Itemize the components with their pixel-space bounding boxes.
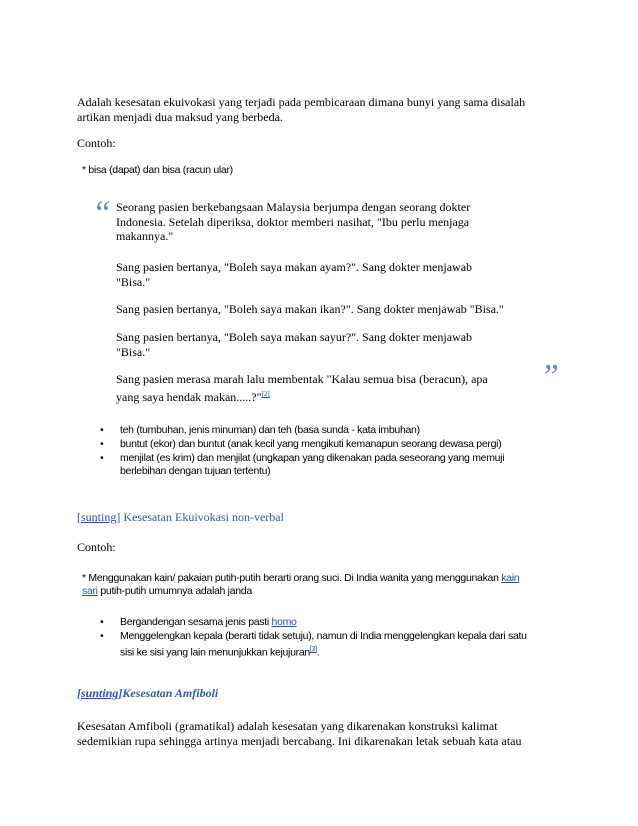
contoh-label: Contoh: — [77, 540, 116, 554]
example-line — [82, 585, 572, 598]
list-item — [100, 616, 570, 629]
example-line: * bisa (dapat) dan bisa (racun ular) — [82, 164, 233, 176]
list-item-text: berlebihan dengan tujuan tertentu) — [120, 465, 271, 477]
bullet-icon: • — [100, 424, 104, 436]
quote-line: Sang pasien bertanya, "Boleh saya makan ikan?". Sang dokter menjawab "Bisa." — [116, 302, 504, 316]
section-title: Kesesatan Amfiboli — [122, 686, 219, 700]
quote-line: Indonesia. Setelah diperiksa, doktor memberi nasihat, "Ibu perlu menjaga — [116, 214, 470, 229]
quote-line: Sang pasien bertanya, "Boleh saya makan ayam?". Sang dokter menjawab — [116, 260, 473, 274]
example-line — [82, 572, 572, 585]
reference-link[interactable]: [2] — [261, 389, 270, 398]
quote-paragraph — [116, 302, 536, 317]
list-item — [100, 424, 570, 437]
quote-paragraph — [116, 260, 536, 289]
list-item-text: teh (tumbuhan, jenis minuman) dan teh (basa sunda - kata imbuhan) — [120, 424, 420, 436]
quote-line: makannya." — [116, 229, 174, 243]
sari-link[interactable]: sari — [82, 585, 98, 597]
bullet-icon: • — [100, 630, 104, 642]
bullet-list — [100, 616, 570, 660]
intro-line: Adalah kesesatan ekuivokasi yang terjadi pada pembicaraan dimana bunyi yang sama disalah — [77, 95, 526, 109]
intro-line: artikan menjadi dua maksud yang berbeda. — [77, 109, 283, 124]
bullet-list — [100, 424, 570, 478]
quote-line-text: yang saya hendak makan.....?" — [116, 389, 262, 404]
intro-paragraph — [77, 95, 567, 124]
contoh-label: Contoh: — [77, 136, 116, 150]
quote-paragraph — [116, 372, 536, 404]
quote-line: Sang pasien bertanya, "Boleh saya makan sayur?". Sang dokter menjawab — [116, 330, 473, 344]
list-item-text — [120, 616, 570, 629]
list-item-text: Menggelengkan kepala (berarti tidak setuju), namun di India menggelengkan kepala dari satu — [120, 630, 527, 642]
quote-line — [116, 387, 536, 405]
quote-line: "Bisa." — [116, 274, 151, 289]
homo-link[interactable]: homo — [271, 616, 297, 628]
list-item-text: menjilat (es krim) dan menjilat (ungkapan yang dikenakan pada seseorang yang memuji — [120, 452, 505, 464]
blockquote — [116, 200, 536, 244]
edit-link[interactable]: sunting — [81, 686, 119, 700]
list-item-text — [120, 643, 570, 660]
reference-link[interactable]: [3] — [309, 646, 317, 653]
list-item-label: Bergandengan sesama jenis pasti — [120, 616, 269, 628]
example-paragraph — [82, 572, 572, 598]
close-quote-icon: ” — [540, 358, 559, 395]
outro-line: sedemikian rupa sehingga artinya menjadi bercabang. Ini dikarenakan letak sebuah kata atau — [77, 733, 522, 748]
outro-line: Kesesatan Amfiboli (gramatikal) adalah kesesatan yang dikarenakan konstruksi kalimat — [77, 719, 498, 733]
quote-line: "Bisa." — [116, 344, 151, 359]
list-item-label: . — [316, 646, 320, 659]
section-title: Kesesatan Ekuivokasi non-verbal — [123, 510, 284, 524]
quote-paragraph — [116, 200, 536, 244]
quote-paragraph — [116, 330, 536, 359]
bullet-icon: • — [100, 438, 104, 450]
list-item-label: sisi ke sisi yang lain menunjukkan kejujuran — [120, 646, 310, 659]
list-item — [100, 452, 570, 478]
open-quote-icon: “ — [92, 195, 111, 232]
example-text: putih-putih umumnya adalah janda — [100, 585, 252, 597]
section-heading: [sunting] Kesesatan Ekuivokasi non-verbal — [77, 510, 284, 524]
bullet-icon: • — [100, 452, 104, 464]
list-item — [100, 630, 570, 660]
kain-link[interactable]: kain — [501, 572, 520, 584]
list-item — [100, 438, 570, 451]
example-text: * Menggunakan kain/ pakaian putih-putih berarti orang suci. Di India wanita yang menggunakan — [82, 572, 499, 584]
section-heading: [sunting]Kesesatan Amfiboli — [77, 686, 219, 700]
list-item-text: buntut (ekor) dan buntut (anak kecil yang mengikuti kemanapun seorang dewasa pergi) — [120, 438, 502, 450]
quote-line: Seorang pasien berkebangsaan Malaysia berjumpa dengan seorang dokter — [116, 200, 471, 214]
quote-line: Sang pasien merasa marah lalu membentak "Kalau semua bisa (beracun), apa — [116, 372, 488, 386]
bullet-icon: • — [100, 616, 104, 628]
outro-paragraph — [77, 719, 567, 748]
edit-link[interactable]: sunting — [81, 510, 117, 524]
